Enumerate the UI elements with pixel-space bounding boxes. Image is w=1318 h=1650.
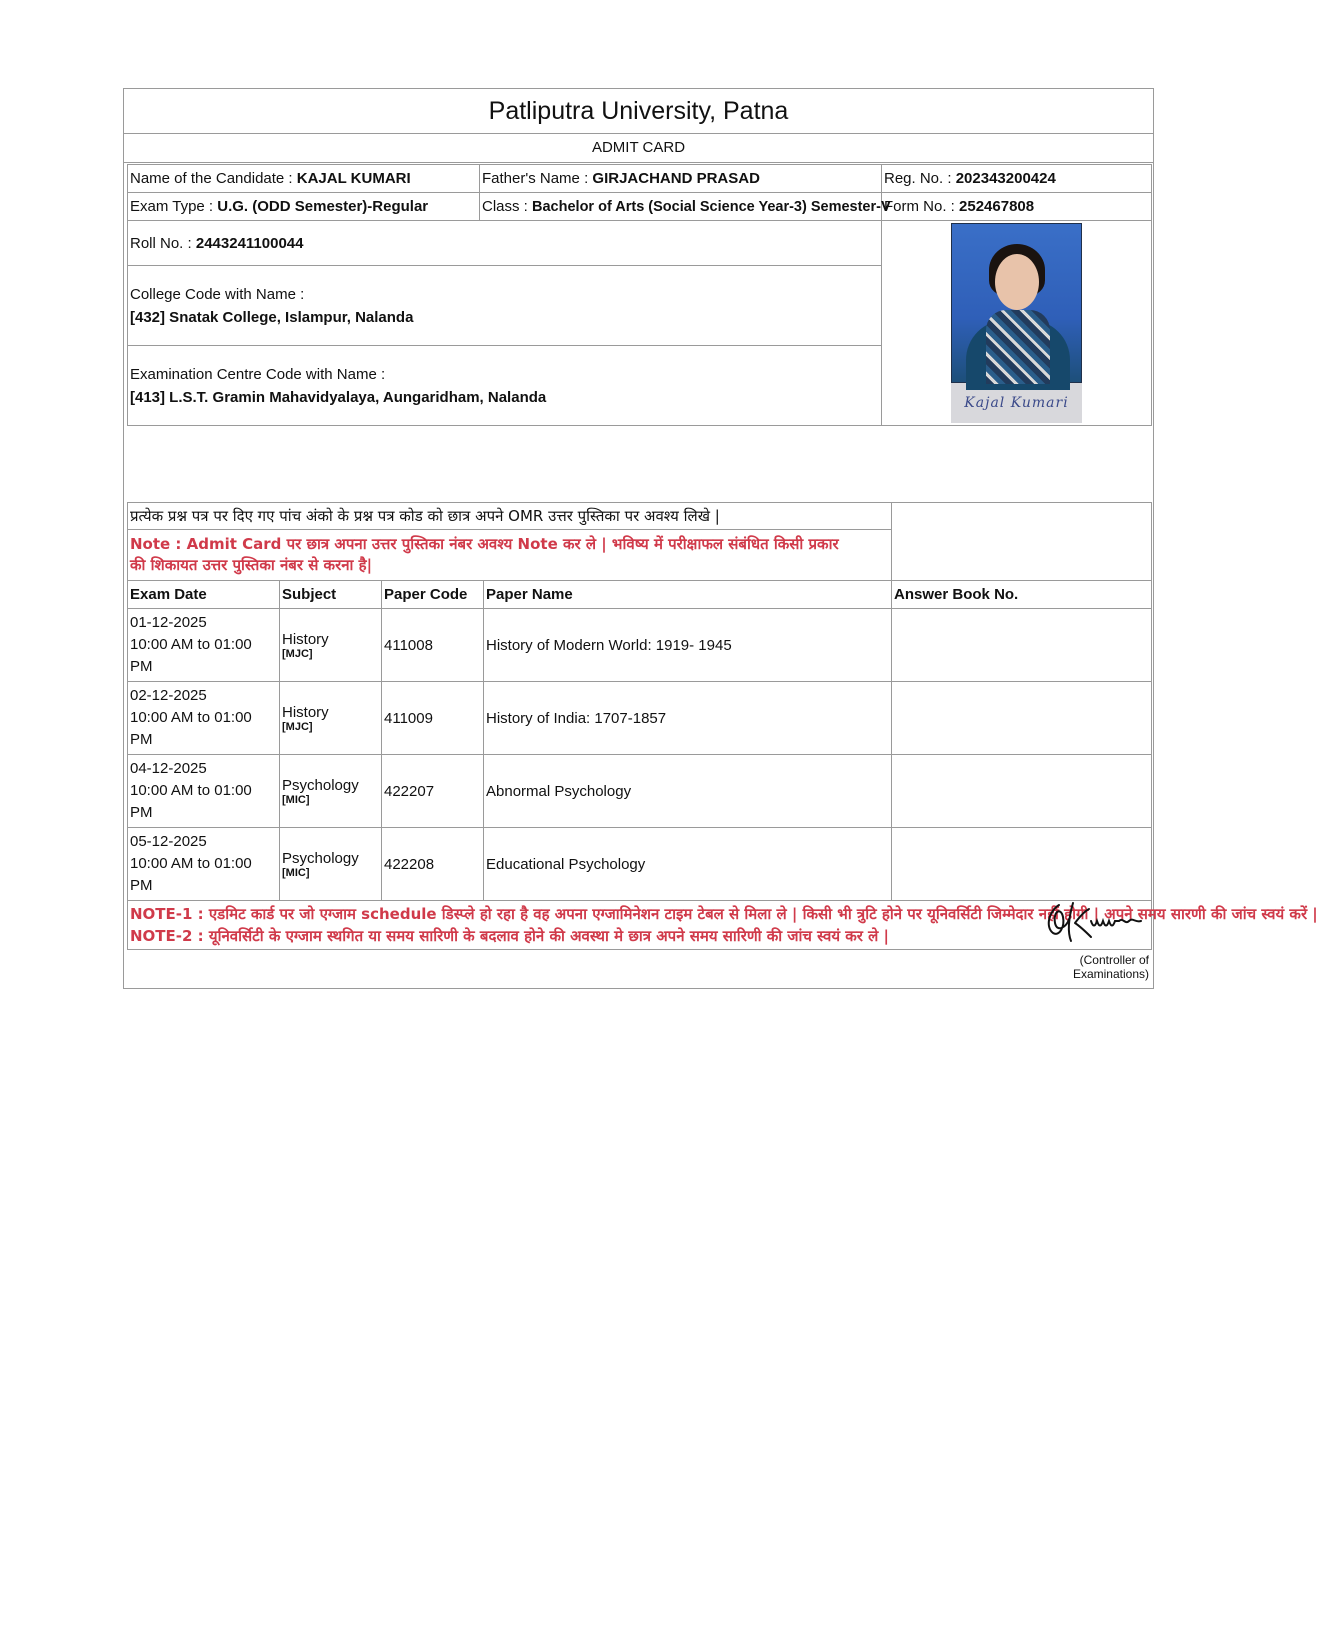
header-exam-date: Exam Date (128, 581, 280, 609)
exam-schedule-table (127, 502, 1318, 950)
schedule-header-row (128, 581, 1152, 609)
controller-signature (1039, 897, 1149, 945)
exam-time: 10:00 AM to 01:00 PM (130, 782, 252, 821)
exam-date: 01-12-2025 (130, 614, 207, 631)
candidate-photo (951, 223, 1082, 423)
subject-tag: [MJC] (282, 720, 313, 733)
exam-date-cell (128, 609, 280, 682)
photo-cell (882, 221, 1152, 426)
answer-book-note: Note : Admit Card पर छात्र अपना उत्तर पुस्तिका नंबर अवश्य Note कर ले | भविष्य में परीक्षाफल संबंधित किसी प्रकार की शिकायत उत्तर पुस्तिका नंबर से करना है| (128, 530, 892, 581)
paper-code: 422207 (382, 755, 484, 828)
reg-no: 202343200424 (955, 170, 1056, 187)
exam-time: 10:00 AM to 01:00 PM (130, 636, 252, 675)
portrait-image (951, 223, 1082, 383)
college-label: College Code with Name : (130, 285, 305, 303)
exam-date: 02-12-2025 (130, 687, 207, 704)
subject-cell (280, 828, 382, 901)
subject-cell (280, 755, 382, 828)
class-cell (480, 193, 891, 221)
centre-name: [413] L.S.T. Gramin Mahavidyalaya, Aungaridham, Nalanda (130, 388, 547, 406)
paper-name: Abnormal Psychology (484, 755, 892, 828)
header-answer-book: Answer Book No. (892, 581, 1152, 609)
exam-date-cell (128, 682, 280, 755)
paper-name: Educational Psychology (484, 828, 892, 901)
class-label: Class : (482, 198, 533, 215)
table-row (128, 828, 1152, 901)
omr-instruction: प्रत्येक प्रश्न पत्र पर दिए गए पांच अंको के प्रश्न पत्र कोड को छात्र अपने OMR उत्तर पुस्तिका पर अवश्य लिखे | (128, 503, 892, 530)
paper-code: 411009 (382, 682, 484, 755)
reg-no-cell (882, 165, 1152, 193)
subject-tag: [MIC] (282, 866, 310, 879)
subject-tag: [MJC] (282, 647, 313, 660)
reg-no-label: Reg. No. : (884, 170, 956, 187)
paper-name: History of India: 1707-1857 (484, 682, 892, 755)
paper-code: 422208 (382, 828, 484, 901)
exam-date: 05-12-2025 (130, 833, 207, 850)
header-paper-code: Paper Code (382, 581, 484, 609)
subject-tag: [MIC] (282, 793, 310, 806)
answer-book-no (892, 755, 1152, 828)
exam-type: U.G. (ODD Semester)-Regular (217, 198, 429, 215)
class-value: Bachelor of Arts (Social Science Year-3) Semester-V (532, 199, 891, 215)
answer-book-no (892, 682, 1152, 755)
roll-no-label: Roll No. : (130, 234, 196, 252)
exam-time: 10:00 AM to 01:00 PM (130, 709, 252, 748)
note-1: NOTE-1 : एडमिट कार्ड पर जो एग्जाम schedule डिस्प्ले हो रहा है वह अपना एग्जामिनेशन टाइम टेबल से मिला ले | किसी भी त्रुटि होने पर यूनिवर्सिटी जिम्मेदार नहीं होगी | अपने समय सारणी की जांच स्वयं करें | (130, 905, 1318, 923)
subject-name: History (282, 630, 329, 648)
table-row (128, 682, 1152, 755)
college-cell (128, 266, 882, 346)
centre-label: Examination Centre Code with Name : (130, 365, 386, 383)
header-paper-name: Paper Name (484, 581, 892, 609)
father-name: GIRJACHAND PRASAD (592, 170, 760, 187)
exam-time: 10:00 AM to 01:00 PM (130, 855, 252, 894)
roll-no-cell (128, 221, 882, 266)
exam-date-cell (128, 755, 280, 828)
header-subject: Subject (280, 581, 382, 609)
answer-book-no (892, 609, 1152, 682)
candidate-name-cell (128, 165, 480, 193)
schedule-notes (128, 901, 1318, 950)
exam-date-cell (128, 828, 280, 901)
candidate-name: KAJAL KUMARI (296, 170, 411, 187)
document-title: ADMIT CARD (124, 134, 1153, 163)
paper-name: History of Modern World: 1919- 1945 (484, 609, 892, 682)
father-name-label: Father's Name : (482, 170, 593, 187)
exam-date: 04-12-2025 (130, 760, 207, 777)
form-no: 252467808 (959, 198, 1035, 215)
subject-name: History (282, 703, 329, 721)
form-no-cell (882, 193, 1152, 221)
subject-name: Psychology (282, 849, 359, 867)
father-name-cell (480, 165, 882, 193)
controller-signature-block (1009, 897, 1149, 981)
exam-type-cell (128, 193, 480, 221)
table-row (128, 609, 1152, 682)
note-2: NOTE-2 : यूनिवर्सिटी के एग्जाम स्थगित या समय सारिणी के बदलाव होने की अवस्था मे छात्र अपने समय सारिणी की जांच स्वयं कर ले | (130, 927, 890, 945)
table-row (128, 755, 1152, 828)
paper-code: 411008 (382, 609, 484, 682)
form-no-label: Form No. : (884, 198, 960, 215)
admit-card (123, 88, 1318, 989)
university-name: Patliputra University, Patna (124, 89, 1153, 134)
answer-book-no (892, 828, 1152, 901)
candidate-signature: Kajal Kumari (951, 383, 1082, 423)
exam-type-label: Exam Type : (130, 198, 218, 215)
instruction-blank-cell (892, 503, 1152, 581)
controller-label: (Controller of Examinations) (1072, 953, 1149, 981)
subject-name: Psychology (282, 776, 359, 794)
subject-cell (280, 609, 382, 682)
candidate-info-table (127, 164, 1152, 426)
centre-cell (128, 346, 882, 426)
college-name: [432] Snatak College, Islampur, Nalanda (130, 308, 414, 326)
subject-cell (280, 682, 382, 755)
roll-no: 2443241100044 (195, 234, 304, 252)
candidate-name-label: Name of the Candidate : (130, 170, 297, 187)
